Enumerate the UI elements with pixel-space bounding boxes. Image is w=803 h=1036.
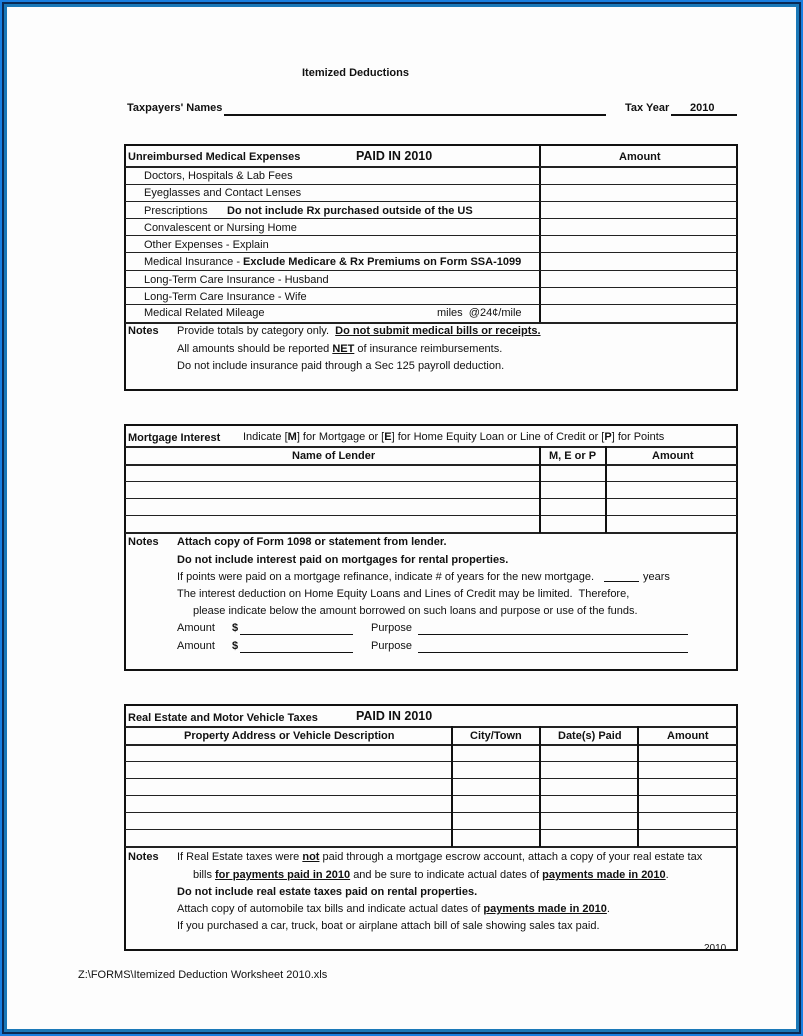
- medical-amount-cell[interactable]: [541, 167, 736, 183]
- mortgage-note-line: please indicate below the amount borrowed on such loans and purpose or use of the funds.: [193, 605, 638, 617]
- property-cell[interactable]: [126, 780, 450, 794]
- instruction-code-p: P: [604, 431, 612, 443]
- medical-note-line: Do not include insurance paid through a Sec 125 payroll deduction.: [177, 360, 505, 372]
- amount-label: Amount: [177, 640, 215, 652]
- purpose-field[interactable]: [418, 634, 688, 635]
- medical-amount-cell[interactable]: [541, 236, 736, 251]
- medical-amount-cell[interactable]: [541, 253, 736, 269]
- medical-amount-cell[interactable]: [541, 185, 736, 200]
- tax-year-value: 2010: [690, 102, 715, 114]
- medical-amount-header: Amount: [619, 151, 661, 163]
- mortgage-lender-cell[interactable]: [126, 500, 538, 514]
- divider: [125, 812, 737, 813]
- medical-note-line: [177, 343, 502, 356]
- instruction-text: ] for Home Equity Loan or Line of Credit or [: [391, 431, 605, 443]
- date-paid-cell[interactable]: [541, 763, 636, 777]
- note-text: .: [606, 903, 610, 915]
- instruction-text: ] for Points: [611, 431, 665, 443]
- purpose-label: Purpose: [371, 622, 412, 634]
- mortgage-note-line: The interest deduction on Home Equity Loans and Lines of Credit may be limited. Therefore,: [177, 588, 630, 600]
- note-text: All amounts should be reported: [177, 343, 330, 355]
- mortgage-amount-cell[interactable]: [607, 517, 736, 531]
- file-path-footer: Z:\FORMS\Itemized Deduction Worksheet 2010.xls: [78, 969, 328, 981]
- city-cell[interactable]: [453, 831, 538, 845]
- col-header-lender: Name of Lender: [292, 450, 376, 462]
- medical-row-note: Do not include Rx purchased outside of the US: [227, 205, 473, 217]
- divider: [125, 846, 737, 848]
- medical-row-label: Long-Term Care Insurance - Husband: [144, 274, 329, 286]
- mileage-rate: miles @24¢/mile: [437, 307, 522, 319]
- medical-row-label: Doctors, Hospitals & Lab Fees: [144, 170, 293, 182]
- medical-row-label: Long-Term Care Insurance - Wife: [144, 291, 307, 303]
- note-emphasis: payments made in 2010: [542, 869, 666, 881]
- mortgage-amount-cell[interactable]: [607, 500, 736, 514]
- amount-cell[interactable]: [639, 780, 736, 794]
- amount-cell[interactable]: [639, 746, 736, 760]
- instruction-text: Indicate [: [243, 431, 288, 443]
- property-cell[interactable]: [126, 831, 450, 845]
- real-estate-section-title: Real Estate and Motor Vehicle Taxes: [128, 712, 318, 724]
- real-estate-note-line: [177, 851, 702, 864]
- medical-amount-cell[interactable]: [541, 271, 736, 286]
- mortgage-amount-cell[interactable]: [607, 483, 736, 497]
- medical-amount-cell[interactable]: [541, 305, 736, 321]
- divider: [125, 446, 737, 448]
- medical-insurance-note: Exclude Medicare & Rx Premiums on Form SSA-1099: [243, 256, 522, 268]
- note-emphasis: not: [302, 851, 320, 863]
- divider: [125, 829, 737, 830]
- mortgage-lender-cell[interactable]: [126, 517, 538, 531]
- taxpayers-names-field[interactable]: [224, 114, 606, 116]
- instruction-code-m: M: [287, 431, 297, 443]
- col-header-dates: Date(s) Paid: [558, 730, 622, 742]
- years-label: years: [643, 571, 670, 583]
- amount-cell[interactable]: [639, 763, 736, 777]
- real-estate-note-line: [177, 903, 610, 916]
- mortgage-instruction: [243, 431, 664, 444]
- mortgage-amount-cell[interactable]: [607, 466, 736, 480]
- medical-amount-cell[interactable]: [541, 219, 736, 234]
- note-text: .: [665, 869, 669, 881]
- note-emphasis: for payments paid in 2010: [215, 869, 351, 881]
- medical-note-line: [177, 325, 541, 338]
- medical-row-label: Medical Related Mileage: [144, 307, 265, 319]
- mortgage-note-line: Do not include interest paid on mortgages for rental properties.: [177, 554, 509, 566]
- taxpayers-names-label: Taxpayers' Names: [127, 102, 223, 114]
- dollar-sign: $: [232, 640, 239, 652]
- medical-amount-cell[interactable]: [541, 202, 736, 217]
- real-estate-note-line: Do not include real estate taxes paid on rental properties.: [177, 886, 478, 898]
- note-emphasis: Do not submit medical bills or receipts.: [335, 325, 541, 337]
- date-paid-cell[interactable]: [541, 797, 636, 811]
- divider: [125, 795, 737, 796]
- corner-year: 2010: [704, 943, 727, 954]
- city-cell[interactable]: [453, 746, 538, 760]
- note-emphasis: NET: [332, 343, 355, 355]
- amount-cell[interactable]: [639, 797, 736, 811]
- dollar-sign: $: [232, 622, 239, 634]
- mortgage-type-cell[interactable]: [541, 500, 604, 514]
- note-text: paid through a mortgage escrow account, attach a copy of your real estate tax: [322, 851, 703, 863]
- divider: [125, 726, 737, 728]
- note-emphasis: payments made in 2010: [483, 903, 607, 915]
- note-text: bills: [193, 869, 212, 881]
- mortgage-type-cell[interactable]: [541, 483, 604, 497]
- mortgage-section-title: Mortgage Interest: [128, 432, 221, 444]
- amount-label: Amount: [177, 622, 215, 634]
- mortgage-notes-label: Notes: [128, 536, 159, 548]
- mortgage-note-line: If points were paid on a mortgage refinance, indicate # of years for the new mortgage.: [177, 571, 595, 583]
- borrowed-amount-field[interactable]: [240, 634, 353, 635]
- real-estate-notes-label: Notes: [128, 851, 159, 863]
- real-estate-note-line: If you purchased a car, truck, boat or airplane attach bill of sale showing sales tax paid.: [177, 920, 600, 932]
- mortgage-lender-cell[interactable]: [126, 466, 538, 480]
- col-header-amount: Amount: [667, 730, 709, 742]
- date-paid-cell[interactable]: [541, 814, 636, 828]
- divider: [125, 778, 737, 779]
- medical-section-title: Unreimbursed Medical Expenses: [128, 151, 301, 163]
- amount-cell[interactable]: [639, 814, 736, 828]
- purpose-label: Purpose: [371, 640, 412, 652]
- mortgage-type-cell[interactable]: [541, 517, 604, 531]
- instruction-text: ] for Mortgage or [: [296, 431, 385, 443]
- note-text: If Real Estate taxes were: [177, 851, 300, 863]
- refinance-years-field[interactable]: [604, 581, 639, 582]
- mortgage-type-cell[interactable]: [541, 466, 604, 480]
- instruction-code-e: E: [384, 431, 392, 443]
- medical-row-label: Eyeglasses and Contact Lenses: [144, 187, 302, 199]
- medical-insurance-label: Medical Insurance -: [144, 256, 244, 268]
- note-text: and be sure to indicate actual dates of: [353, 869, 540, 881]
- medical-row-label: [144, 256, 521, 269]
- property-cell[interactable]: [126, 763, 450, 777]
- property-cell[interactable]: [126, 797, 450, 811]
- date-paid-cell[interactable]: [541, 746, 636, 760]
- page-title: Itemized Deductions: [302, 67, 409, 79]
- purpose-field[interactable]: [418, 652, 688, 653]
- city-cell[interactable]: [453, 780, 538, 794]
- mortgage-lender-cell[interactable]: [126, 483, 538, 497]
- city-cell[interactable]: [453, 814, 538, 828]
- col-header-city: City/Town: [470, 730, 522, 742]
- amount-cell[interactable]: [639, 831, 736, 845]
- property-cell[interactable]: [126, 814, 450, 828]
- mortgage-note-line: Attach copy of Form 1098 or statement from lender.: [177, 536, 447, 548]
- divider: [125, 498, 737, 499]
- date-paid-cell[interactable]: [541, 831, 636, 845]
- medical-notes-label: Notes: [128, 325, 159, 337]
- note-text: Attach copy of automobile tax bills and indicate actual dates of: [177, 903, 481, 915]
- tax-year-label: Tax Year: [625, 102, 670, 114]
- medical-row-label: Other Expenses - Explain: [144, 239, 269, 251]
- col-header-amount: Amount: [652, 450, 694, 462]
- tax-year-field[interactable]: [671, 114, 737, 116]
- divider: [125, 515, 737, 516]
- note-text: Provide totals by category only.: [177, 325, 330, 337]
- note-text: of insurance reimbursements.: [357, 343, 503, 355]
- city-cell[interactable]: [453, 763, 538, 777]
- divider: [125, 322, 737, 324]
- real-estate-paid-label: PAID IN 2010: [356, 709, 433, 723]
- date-paid-cell[interactable]: [541, 780, 636, 794]
- medical-row-label: Prescriptions: [144, 205, 208, 217]
- city-cell[interactable]: [453, 797, 538, 811]
- divider: [125, 481, 737, 482]
- medical-amount-cell[interactable]: [541, 288, 736, 303]
- divider: [125, 761, 737, 762]
- property-cell[interactable]: [126, 746, 450, 760]
- real-estate-note-line: [193, 869, 669, 882]
- col-header-type: M, E or P: [549, 450, 597, 462]
- medical-paid-label: PAID IN 2010: [356, 149, 433, 163]
- divider: [125, 532, 737, 534]
- borrowed-amount-field[interactable]: [240, 652, 353, 653]
- col-header-property: Property Address or Vehicle Description: [184, 730, 395, 742]
- medical-row-label: Convalescent or Nursing Home: [144, 222, 297, 234]
